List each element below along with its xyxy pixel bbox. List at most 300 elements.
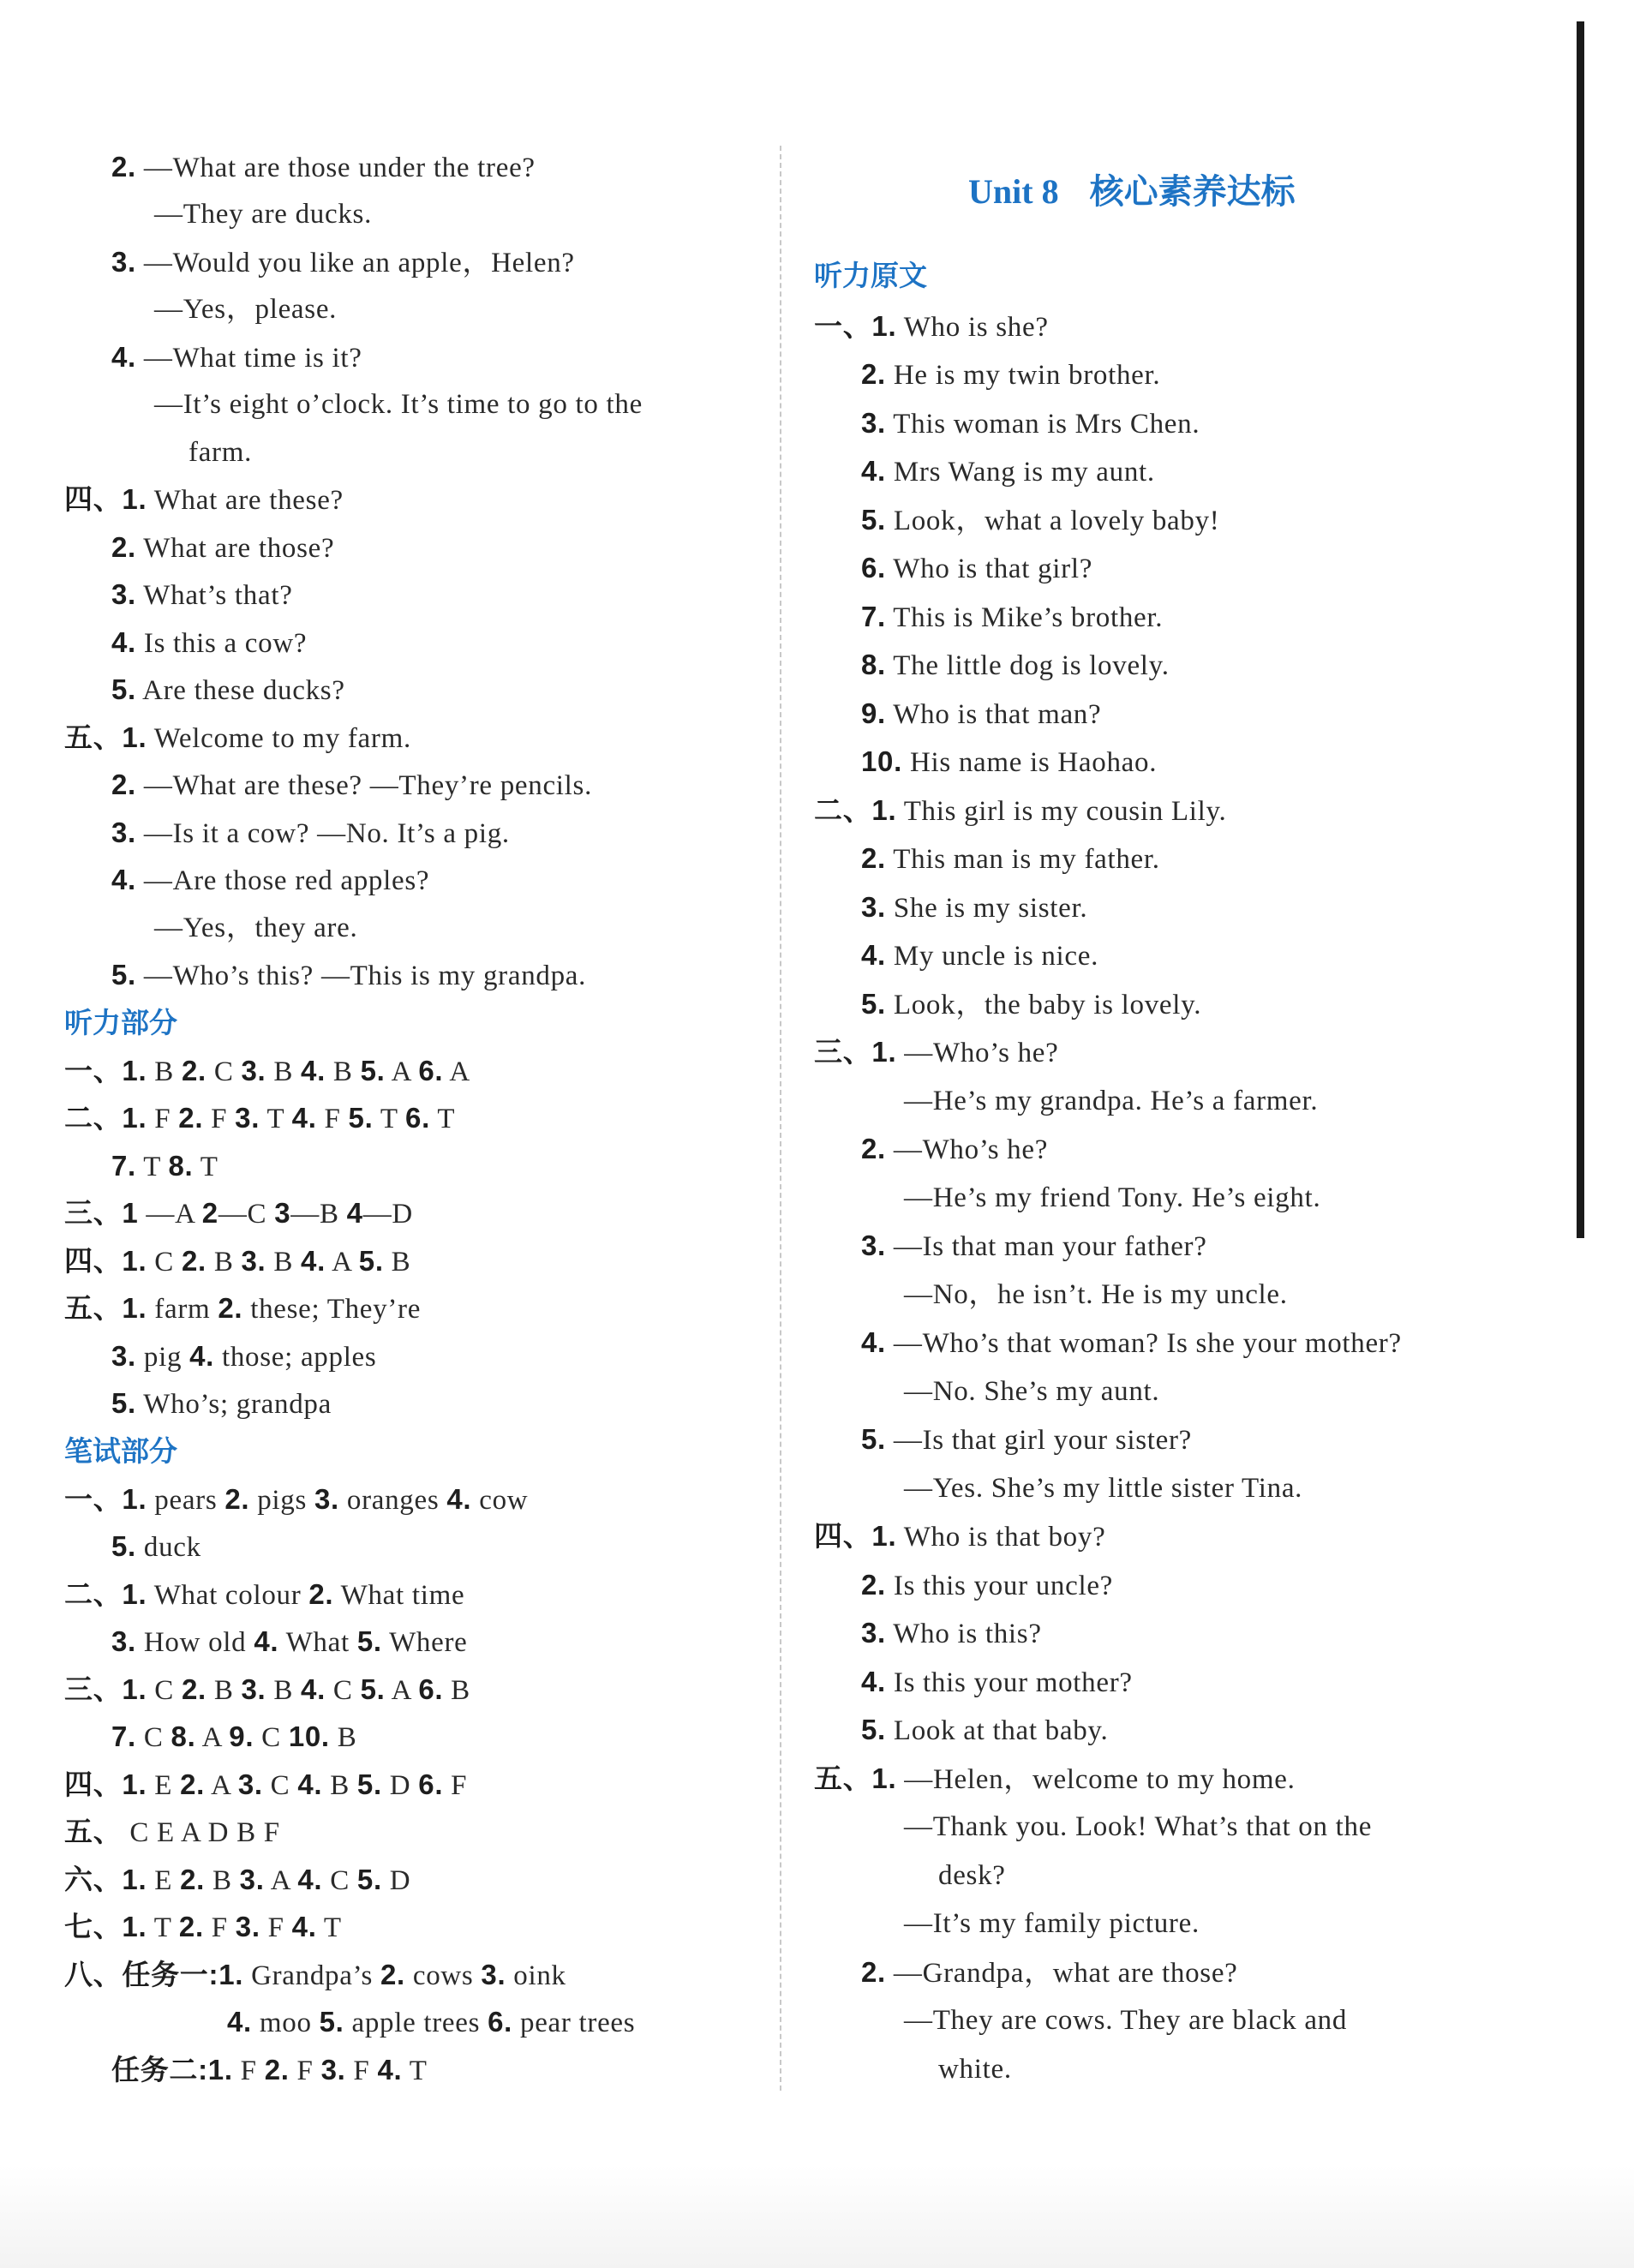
item-number: 3.	[861, 1617, 886, 1649]
item-number: 3.	[241, 1055, 266, 1086]
answer-text: B	[266, 1675, 302, 1706]
answer-line	[904, 1181, 1320, 1215]
answer-text: T	[193, 1152, 218, 1182]
answer-text: Where	[381, 1627, 468, 1658]
answer-text: Is this your uncle?	[893, 1571, 1114, 1601]
answer-text: oink	[506, 1960, 566, 1991]
item-number: 2.	[861, 1569, 886, 1601]
column-divider	[780, 146, 781, 2091]
answer-text: Who is this?	[893, 1619, 1042, 1649]
item-number: 3.	[320, 2054, 346, 2085]
answer-text: The little dog is lovely.	[893, 650, 1170, 681]
item-number: 四、1.	[64, 1245, 147, 1277]
answer-text: B	[329, 1722, 357, 1753]
item-number: 3.	[861, 407, 886, 439]
answer-line	[861, 600, 1163, 634]
answer-text: —C	[218, 1199, 275, 1230]
item-number: 三、1	[64, 1197, 139, 1229]
answer-text: —What are those under the tree?	[143, 153, 536, 183]
item-number: 3.	[235, 1911, 260, 1942]
answer-text: Look at that baby.	[893, 1715, 1109, 1746]
answer-line	[154, 197, 372, 231]
item-number: 3.	[111, 1625, 136, 1657]
item-number: 2.	[308, 1578, 334, 1610]
item-number: 5.	[861, 1714, 886, 1745]
answer-line	[861, 1616, 1042, 1650]
item-number: 4.	[291, 1102, 317, 1134]
answer-text: F	[289, 2056, 321, 2086]
answer-text: D	[381, 1865, 411, 1896]
answer-text: A	[443, 1056, 470, 1087]
answer-line	[64, 1958, 566, 1992]
answer-line	[814, 793, 1226, 828]
answer-line	[861, 697, 1101, 731]
answer-text: —It’s my family picture.	[904, 1908, 1200, 1939]
item-number: 六、1.	[64, 1864, 147, 1895]
answer-line	[904, 1906, 1200, 1941]
answer-line	[861, 406, 1200, 440]
answer-text: pigs	[249, 1485, 314, 1516]
answer-text: C	[143, 1722, 171, 1753]
answer-line	[861, 938, 1098, 972]
item-number: 4.	[301, 1673, 326, 1705]
item-number: 6.	[405, 1102, 430, 1134]
answer-line	[64, 1768, 467, 1802]
item-number: 8.	[861, 649, 886, 680]
section-heading: 笔试部分	[64, 1434, 177, 1468]
answer-text: Are these ducks?	[142, 675, 345, 706]
item-number: 2.	[861, 1133, 886, 1164]
answer-text: He is my twin brother.	[893, 360, 1161, 391]
answer-line	[861, 1665, 1133, 1699]
answer-text: —B	[290, 1199, 347, 1230]
answer-text: This is Mike’s brother.	[893, 602, 1164, 633]
answer-text: A	[195, 1722, 230, 1753]
item-number: 10.	[288, 1720, 330, 1752]
answer-line	[111, 1386, 332, 1421]
item-number: 6.	[418, 1055, 444, 1086]
item-number: 2.	[111, 531, 136, 563]
answer-line	[111, 958, 586, 992]
answer-line	[861, 1325, 1402, 1360]
answer-text: pears	[154, 1485, 225, 1516]
item-number: 2.	[178, 1102, 204, 1134]
item-number: 2.	[218, 1292, 243, 1324]
answer-text: Who is that girl?	[893, 554, 1093, 584]
answer-text: B	[383, 1247, 411, 1278]
answer-line	[111, 1625, 468, 1659]
answer-line	[111, 530, 334, 565]
answer-text: C	[262, 1770, 298, 1801]
answer-text: A	[264, 1865, 298, 1896]
item-number: 4.	[111, 864, 136, 895]
item-number: 任务二:1.	[111, 2054, 233, 2085]
answer-line	[861, 1955, 1238, 1990]
answer-text: oranges	[338, 1485, 447, 1516]
answer-text: —Who’s this? —This is my grandpa.	[143, 960, 587, 991]
item-number: 2.	[264, 2054, 290, 2085]
answer-text: She is my sister.	[893, 893, 1088, 924]
answer-text: C	[206, 1056, 242, 1087]
answer-line	[111, 1720, 356, 1754]
answer-text: white.	[938, 2054, 1012, 2085]
answer-text: —They are cows. They are black and	[904, 2005, 1348, 2036]
item-number: 10.	[861, 745, 902, 777]
answer-text: B	[205, 1865, 240, 1896]
answer-text: How old	[143, 1627, 254, 1658]
answer-line	[154, 292, 337, 326]
answer-line	[64, 1910, 342, 1944]
answer-line	[861, 987, 1201, 1021]
answer-text: B	[154, 1056, 182, 1087]
answer-line	[861, 357, 1160, 392]
answer-text: —D	[362, 1199, 413, 1230]
answer-text: these; They’re	[242, 1294, 422, 1325]
item-number: 3.	[314, 1483, 339, 1515]
item-number: 6.	[861, 552, 886, 583]
item-number: 5.	[111, 1530, 136, 1562]
answer-text: —They are ducks.	[154, 199, 373, 230]
item-number: 5.	[319, 2006, 344, 2038]
item-number: 5.	[861, 504, 886, 536]
answer-text: —Who’s he?	[893, 1134, 1049, 1165]
answer-text: B	[266, 1247, 302, 1278]
item-number: 2.	[181, 1245, 206, 1277]
answer-line	[904, 1278, 1288, 1312]
unit-title	[968, 171, 1296, 212]
answer-text: —Yes. She’s my little sister Tina.	[904, 1473, 1303, 1504]
item-number: 4.	[111, 626, 136, 658]
answer-line	[814, 1762, 1296, 1796]
answer-text: A	[325, 1247, 359, 1278]
answer-text: —Are those red apples?	[143, 865, 430, 896]
item-number: 4	[346, 1197, 363, 1229]
item-number: 4.	[291, 1911, 317, 1942]
answer-text: pear trees	[512, 2008, 636, 2038]
item-number: 3.	[111, 578, 136, 610]
answer-text: This girl is my cousin Lily.	[903, 796, 1227, 827]
item-number: 5.	[861, 988, 886, 1020]
answer-line	[154, 387, 643, 422]
answer-text: apple trees	[344, 2008, 488, 2038]
item-number: 5.	[356, 1864, 382, 1895]
item-number: 4.	[861, 939, 886, 971]
answer-text: T	[316, 1912, 342, 1943]
item-number: 2.	[111, 769, 136, 800]
answer-line	[861, 551, 1092, 585]
answer-text: What	[278, 1627, 357, 1658]
answer-text: B	[206, 1675, 242, 1706]
answer-text: What time	[333, 1580, 465, 1611]
answer-line	[861, 503, 1220, 537]
answer-line	[64, 1673, 470, 1707]
answer-text: Is this a cow?	[143, 628, 308, 659]
answer-text: —Who’s that woman? Is she your mother?	[893, 1328, 1402, 1359]
item-number: 一、1.	[64, 1483, 147, 1515]
answer-text: —Is that girl your sister?	[893, 1425, 1193, 1456]
answer-line	[64, 1815, 280, 1849]
answer-line	[111, 1529, 201, 1564]
answer-text: C	[254, 1722, 289, 1753]
answer-text: pig	[143, 1342, 190, 1373]
item-number: 5.	[360, 1055, 386, 1086]
answer-text: T	[143, 1152, 169, 1182]
item-number: 3.	[111, 817, 136, 848]
unit-subtitle: 核心素养达标	[1089, 172, 1296, 212]
answer-text: —It’s eight o’clock. It’s time to go to the	[154, 389, 643, 420]
item-number: 五、1.	[64, 1292, 147, 1324]
item-number: 4.	[861, 1666, 886, 1697]
answer-text: duck	[143, 1532, 201, 1563]
item-number: 5.	[348, 1102, 374, 1134]
answer-text: cow	[471, 1485, 529, 1516]
item-number: 4.	[446, 1483, 472, 1515]
answer-line	[111, 577, 293, 612]
item-number: 4.	[297, 1864, 323, 1895]
answer-text: What’s that?	[143, 580, 293, 611]
answer-line	[861, 1229, 1207, 1263]
item-number: 5.	[111, 959, 136, 990]
item-number: 5.	[356, 1768, 382, 1800]
item-number: 2.	[111, 151, 136, 183]
answer-text: C E A D B F	[129, 1817, 280, 1848]
answer-text: moo	[259, 2008, 320, 2038]
answer-text: —A	[146, 1199, 202, 1230]
answer-text: B	[322, 1770, 357, 1801]
item-number: 4.	[111, 341, 136, 373]
answer-text: —He’s my friend Tony. He’s eight.	[904, 1182, 1321, 1213]
answer-line	[111, 625, 307, 660]
answer-line	[111, 1339, 376, 1373]
item-number: 4.	[301, 1055, 326, 1086]
item-number: 一、1.	[814, 310, 897, 342]
item-number: 6.	[488, 2006, 513, 2038]
answer-text: A	[385, 1675, 419, 1706]
answer-text: Who is that boy?	[903, 1522, 1106, 1553]
item-number: 4.	[861, 1326, 886, 1358]
item-number: 2.	[861, 842, 886, 874]
item-number: 9.	[229, 1720, 254, 1752]
answer-text: F	[203, 1912, 236, 1943]
item-number: 2.	[224, 1483, 250, 1515]
answer-text: —Is that man your father?	[893, 1231, 1207, 1262]
answer-text: T	[153, 1912, 179, 1943]
answer-text: Grandpa’s	[251, 1960, 380, 1991]
answer-text: —He’s my grandpa. He’s a farmer.	[904, 1086, 1319, 1116]
answer-text: F	[240, 2056, 265, 2086]
item-number: 4.	[297, 1768, 323, 1800]
answer-line	[111, 1149, 218, 1183]
item-number: 八、任务一:1.	[64, 1959, 244, 1990]
answer-line	[111, 2053, 428, 2087]
item-number: 4.	[254, 1625, 279, 1657]
item-number: 6.	[418, 1673, 444, 1705]
item-number: 4.	[377, 2054, 403, 2085]
answer-line	[64, 1291, 421, 1325]
answer-line	[64, 1054, 470, 1088]
answer-text: those; apples	[214, 1342, 377, 1373]
answer-line	[861, 1132, 1048, 1166]
answer-line	[814, 309, 1049, 344]
answer-text: —What time is it?	[143, 343, 362, 374]
answer-line	[861, 648, 1170, 682]
answer-text: B	[266, 1056, 302, 1087]
answer-text: Welcome to my farm.	[153, 723, 411, 754]
item-number: 4.	[301, 1245, 326, 1277]
item-number: 2.	[180, 1864, 206, 1895]
item-number: 9.	[861, 697, 886, 729]
item-number: 七、1.	[64, 1911, 147, 1942]
item-number: 6.	[418, 1768, 444, 1800]
answer-line	[111, 768, 592, 802]
answer-line	[861, 841, 1160, 876]
item-number: 3	[274, 1197, 291, 1229]
answer-line	[111, 245, 575, 279]
item-number: 一、1.	[64, 1055, 147, 1086]
item-number: 三、1.	[814, 1036, 897, 1068]
answer-text: —Would you like an apple，Helen?	[143, 248, 575, 278]
item-number: 3.	[111, 1340, 136, 1372]
answer-text: —Who’s he?	[904, 1038, 1059, 1068]
answer-text: cows	[404, 1960, 482, 1991]
answer-line	[111, 863, 429, 897]
answer-line	[64, 1101, 455, 1135]
answer-text: T	[373, 1104, 406, 1134]
answer-text: T	[402, 2056, 428, 2086]
answer-text: —No，he isn’t. He is my uncle.	[904, 1279, 1288, 1310]
answer-line	[861, 1713, 1108, 1747]
item-number: 五、	[64, 1816, 123, 1847]
item-number: 3.	[861, 891, 886, 923]
answer-line	[861, 890, 1087, 925]
answer-text: C	[154, 1247, 182, 1278]
answer-text: What are these?	[153, 485, 344, 516]
answer-text: B	[325, 1056, 361, 1087]
item-number: 3.	[241, 1245, 266, 1277]
answer-line	[904, 2003, 1347, 2038]
item-number: 3.	[237, 1768, 263, 1800]
page-bottom-shade	[0, 2165, 1634, 2268]
answer-text: E	[154, 1865, 181, 1896]
answer-text: T	[260, 1104, 292, 1134]
unit-number: Unit 8	[968, 172, 1059, 211]
answer-text: B	[443, 1675, 470, 1706]
answer-line	[814, 1035, 1058, 1069]
answer-line	[938, 1858, 1006, 1893]
answer-line	[904, 1084, 1318, 1118]
section-heading: 听力部分	[64, 1006, 177, 1039]
answer-line	[904, 1374, 1159, 1409]
answer-text: F	[203, 1104, 236, 1134]
section-heading: 听力原文	[814, 259, 927, 292]
item-number: 7.	[861, 601, 886, 632]
item-number: 8.	[171, 1720, 196, 1752]
item-number: 2.	[180, 1768, 206, 1800]
answer-text: T	[429, 1104, 456, 1134]
item-number: 3.	[111, 246, 136, 278]
answer-line	[64, 1577, 464, 1612]
answer-text: What are those?	[143, 533, 335, 564]
answer-text: —Is it a cow? —No. It’s a pig.	[143, 818, 510, 849]
answer-line	[64, 1196, 413, 1230]
answer-text: D	[381, 1770, 419, 1801]
answer-text: Look，the baby is lovely.	[893, 990, 1202, 1020]
item-number: 7.	[111, 1150, 136, 1182]
item-number: 三、1.	[64, 1673, 147, 1705]
item-number: 四、1.	[64, 483, 147, 515]
item-number: 4.	[227, 2006, 252, 2038]
answer-line	[64, 482, 344, 517]
item-number: 5.	[358, 1245, 384, 1277]
answer-line	[814, 1519, 1105, 1553]
answer-text: Who is she?	[903, 312, 1049, 343]
answer-text: farm.	[189, 437, 253, 468]
item-number: 2.	[380, 1959, 405, 1990]
item-number: 五、1.	[64, 721, 147, 753]
answer-text: —Thank you. Look! What’s that on the	[904, 1811, 1373, 1842]
item-number: 3.	[235, 1102, 260, 1134]
answer-text: C	[154, 1675, 182, 1706]
answer-line	[154, 911, 357, 945]
answer-line	[64, 1863, 410, 1897]
item-number: 四、1.	[64, 1768, 147, 1800]
item-number: 5.	[356, 1625, 382, 1657]
item-number: 8.	[168, 1150, 194, 1182]
answer-text: A	[385, 1056, 419, 1087]
answer-text: —Yes，please.	[154, 294, 338, 325]
item-number: 2.	[861, 358, 886, 390]
answer-line	[111, 816, 510, 850]
answer-text: farm	[154, 1294, 218, 1325]
answer-text: E	[154, 1770, 181, 1801]
answer-line	[861, 1568, 1113, 1602]
item-number: 四、1.	[814, 1520, 897, 1552]
answer-text: F	[154, 1104, 179, 1134]
item-number: 3.	[861, 1230, 886, 1261]
answer-text: B	[206, 1247, 242, 1278]
answer-text: desk?	[938, 1860, 1006, 1891]
answer-text: This woman is Mrs Chen.	[893, 409, 1200, 440]
page-edge	[1577, 21, 1584, 1238]
answer-text: Who is that man?	[893, 699, 1102, 730]
answer-text: His name is Haohao.	[909, 747, 1158, 778]
item-number: 2.	[181, 1673, 206, 1705]
answer-text: Who’s; grandpa	[143, 1389, 332, 1420]
answer-line	[64, 1244, 410, 1278]
answer-text: A	[205, 1770, 238, 1801]
answer-text: Mrs Wang is my aunt.	[893, 457, 1155, 488]
item-number: 5.	[861, 1423, 886, 1455]
answer-text: C	[325, 1675, 361, 1706]
item-number: 二、1.	[814, 794, 897, 826]
answer-text: Look，what a lovely baby!	[893, 506, 1220, 536]
answer-line	[111, 673, 345, 707]
item-number: 2.	[181, 1055, 206, 1086]
answer-text: —Grandpa，what are those?	[893, 1958, 1238, 1989]
answer-text: F	[345, 2056, 378, 2086]
answer-text: F	[260, 1912, 292, 1943]
item-number: 3.	[239, 1864, 265, 1895]
item-number: 4.	[189, 1340, 215, 1372]
answer-line	[904, 1471, 1302, 1505]
answer-line	[904, 1810, 1372, 1844]
answer-line	[111, 150, 536, 184]
answer-line	[111, 340, 362, 374]
answer-line	[64, 1482, 528, 1517]
item-number: 二、1.	[64, 1578, 147, 1610]
item-number: 3.	[481, 1959, 506, 1990]
answer-text: My uncle is nice.	[893, 941, 1099, 972]
